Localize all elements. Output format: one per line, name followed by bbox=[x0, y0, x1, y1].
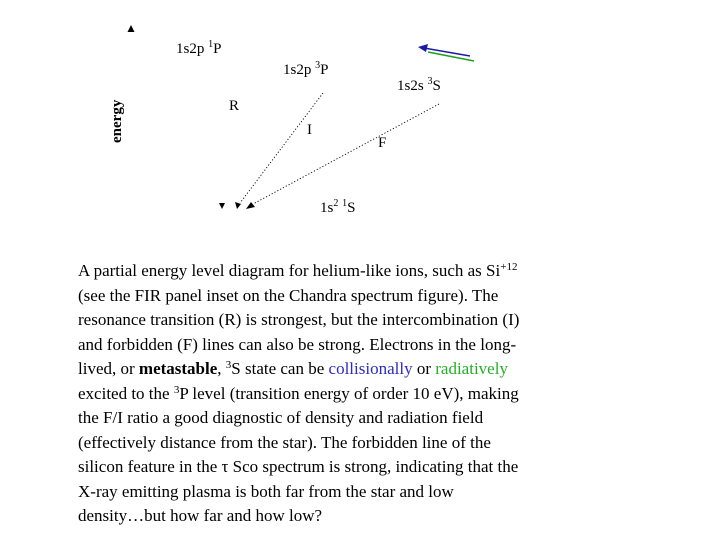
collisional-arrowhead bbox=[418, 44, 428, 52]
caption-line-8: (effectively distance from the star). The forbidden line of the bbox=[78, 432, 491, 452]
level-1s2p-3P: 1s2p $^3$P bbox=[283, 60, 329, 78]
forbidden-transition-line bbox=[253, 104, 439, 204]
level-1s2s-3S: 1s2s $^3$S bbox=[397, 76, 441, 94]
caption-line-1: A partial energy level diagram for helium-like ions, such as $Si^{+12}$ bbox=[78, 261, 518, 280]
caption-line-11: density…but how far and how low? bbox=[78, 506, 323, 525]
caption-line-4: and forbidden (F) lines can also be strong. Electrons in the long- bbox=[78, 334, 517, 354]
radiatively-word: radiatively bbox=[435, 359, 508, 378]
energy-axis-arrowhead bbox=[128, 25, 135, 32]
energy-axis-label: energy bbox=[109, 99, 125, 143]
level-1s2-1S: $1s^2$ $^1$S bbox=[320, 198, 356, 216]
caption-line-5: lived, or metastable, $^3$S state can be collisionally or radiatively bbox=[78, 359, 508, 378]
caption-line-9: silicon feature in the τ Sco spectrum is strong, indicating that the bbox=[78, 457, 519, 476]
level-1s2p-1P: 1s2p $^1$P bbox=[176, 39, 222, 57]
transition-label-R: R bbox=[229, 98, 240, 114]
caption-line-3: resonance transition (R) is strongest, but the intercombination (I) bbox=[78, 310, 520, 329]
caption-line-10: X-ray emitting plasma is both far from the star and low bbox=[78, 481, 454, 501]
intercombination-transition-line bbox=[240, 93, 323, 203]
resonance-arrowhead bbox=[219, 203, 225, 209]
transition-label-I: I bbox=[307, 122, 312, 138]
metastable-term: metastable bbox=[138, 359, 218, 378]
forbidden-arrowhead bbox=[246, 202, 255, 209]
caption-line-7: the F/I ratio a good diagnostic of density and radiation field bbox=[78, 408, 484, 427]
diagram-caption bbox=[78, 259, 608, 529]
collisionally-word: collisionally bbox=[328, 359, 413, 378]
tau-symbol: τ bbox=[221, 457, 229, 476]
transition-label-F: F bbox=[378, 135, 387, 151]
energy-level-diagram bbox=[0, 0, 719, 260]
caption-line-2: (see the FIR panel inset on the Chandra spectrum figure). The bbox=[78, 285, 499, 305]
caption-line-6: excited to the $^3$P level (transition energy of order 10 eV), making bbox=[78, 383, 519, 403]
